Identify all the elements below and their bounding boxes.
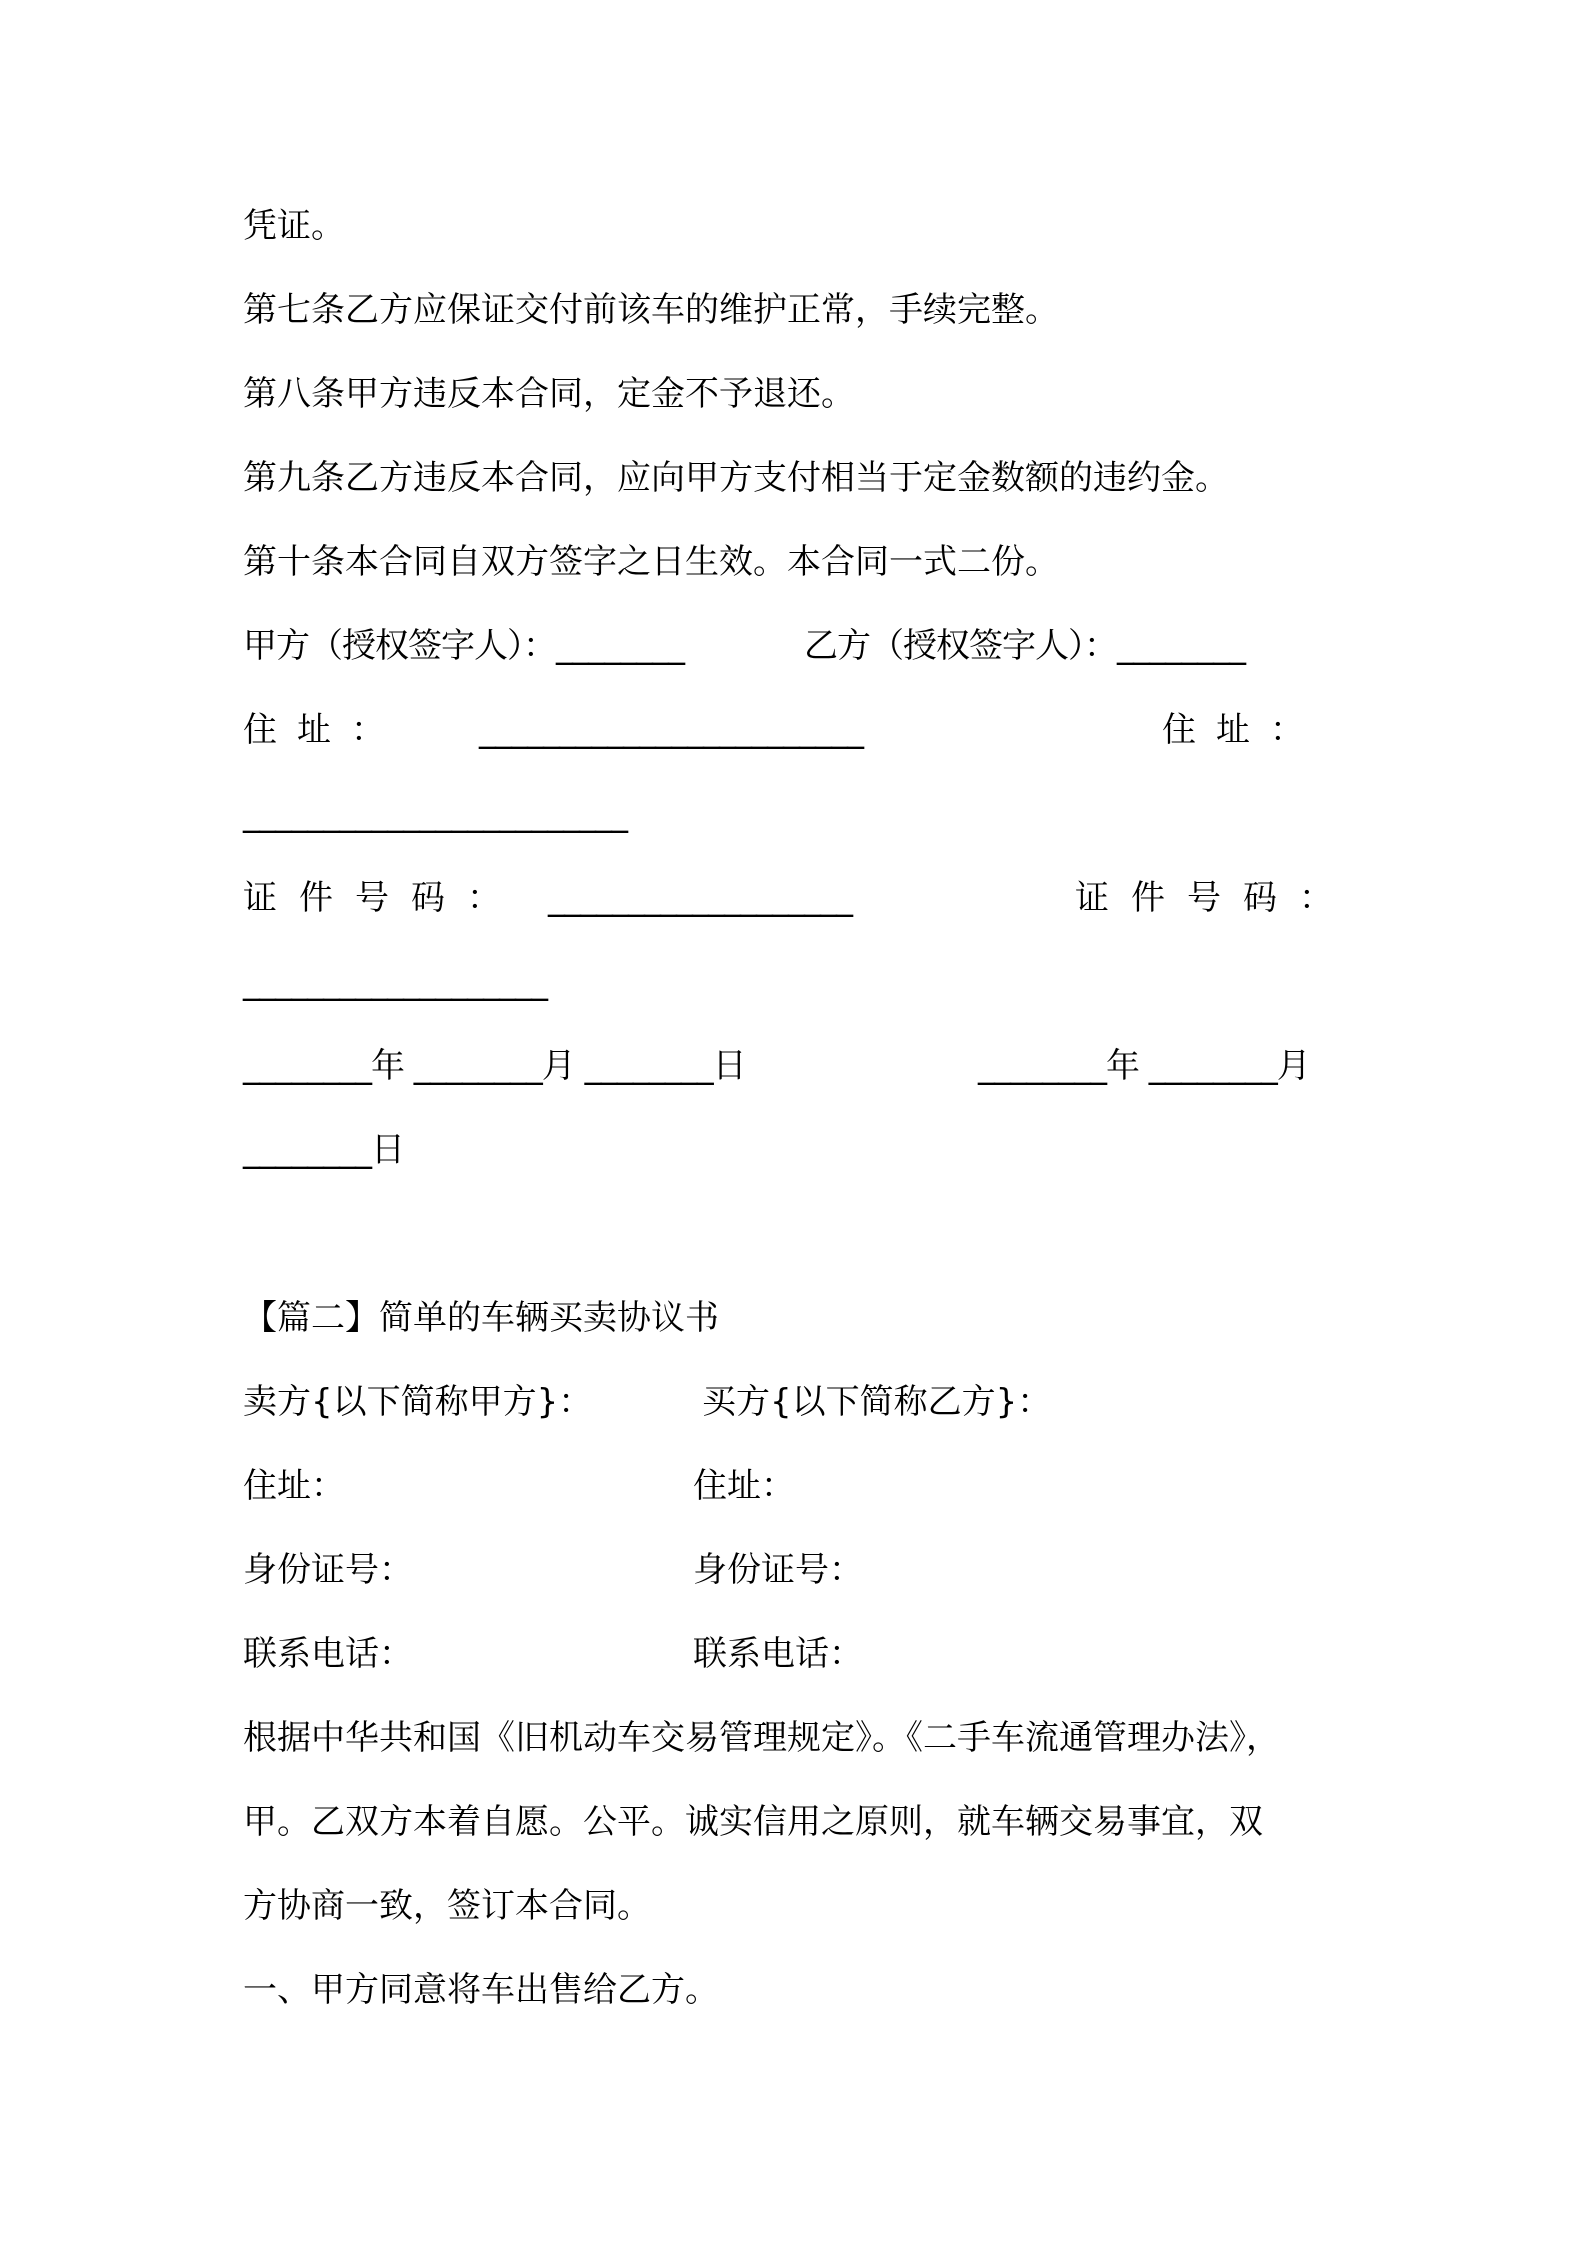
date-a: ________年 ________月 ________日 <box>243 1046 746 1086</box>
buyer-label: 买方{以下简称乙方}： <box>702 1382 1052 1422</box>
paragraph-line: 根据中华共和国《旧机动车交易管理规定》。《二手车流通管理办法》， <box>243 1718 1280 1758</box>
seller-id-label: 身份证号： <box>243 1550 413 1590</box>
text-line: 凭证。 <box>243 206 345 246</box>
id-row-2 <box>243 1548 1357 1592</box>
seller-phone-label: 联系电话： <box>243 1634 413 1674</box>
address-row-2 <box>243 1464 1357 1508</box>
clause-10: 第十条本合同自双方签字之日生效。本合同一式二份。 <box>243 542 1059 582</box>
party-a-signature: 甲方（授权签字人）：________ <box>243 626 684 666</box>
id-b-label: 证件号码： <box>1075 878 1355 918</box>
date-b: ________年 ________月 <box>978 1046 1310 1086</box>
address-a-blank: ________________________ <box>479 710 863 750</box>
seller-label: 卖方{以下简称甲方}： <box>243 1382 593 1422</box>
phone-row <box>243 1632 1357 1676</box>
party-b-signature: 乙方（授权签字人）：________ <box>804 626 1245 666</box>
id-a-label: 证件号码： <box>243 878 523 918</box>
clause-1: 一、甲方同意将车出售给乙方。 <box>243 1970 719 2010</box>
id-b-blank: ___________________ <box>243 962 547 1002</box>
seller-address-label: 住址： <box>243 1466 345 1506</box>
section-title: 【篇二】简单的车辆买卖协议书 <box>243 1298 719 1338</box>
date-b-day: ________日 <box>243 1130 404 1170</box>
paragraph-line: 方协商一致，签订本合同。 <box>243 1886 651 1926</box>
clause-9: 第九条乙方违反本合同，应向甲方支付相当于定金数额的违约金。 <box>243 458 1229 498</box>
clause-8: 第八条甲方违反本合同，定金不予退还。 <box>243 374 855 414</box>
paragraph-line: 甲。乙双方本着自愿。公平。诚实信用之原则，就车辆交易事宜，双 <box>243 1802 1263 1842</box>
signature-row <box>243 624 1357 668</box>
address-a-label: 住址： <box>243 710 405 750</box>
id-a-blank: ___________________ <box>548 878 852 918</box>
party-row <box>243 1380 1357 1424</box>
address-b-blank: ________________________ <box>243 794 627 834</box>
clause-7: 第七条乙方应保证交付前该车的维护正常，手续完整。 <box>243 290 1059 330</box>
buyer-phone-label: 联系电话： <box>693 1634 863 1674</box>
buyer-id-label: 身份证号： <box>693 1550 863 1590</box>
buyer-address-label: 住址： <box>693 1466 795 1506</box>
address-b-label: 住址： <box>1162 710 1324 750</box>
